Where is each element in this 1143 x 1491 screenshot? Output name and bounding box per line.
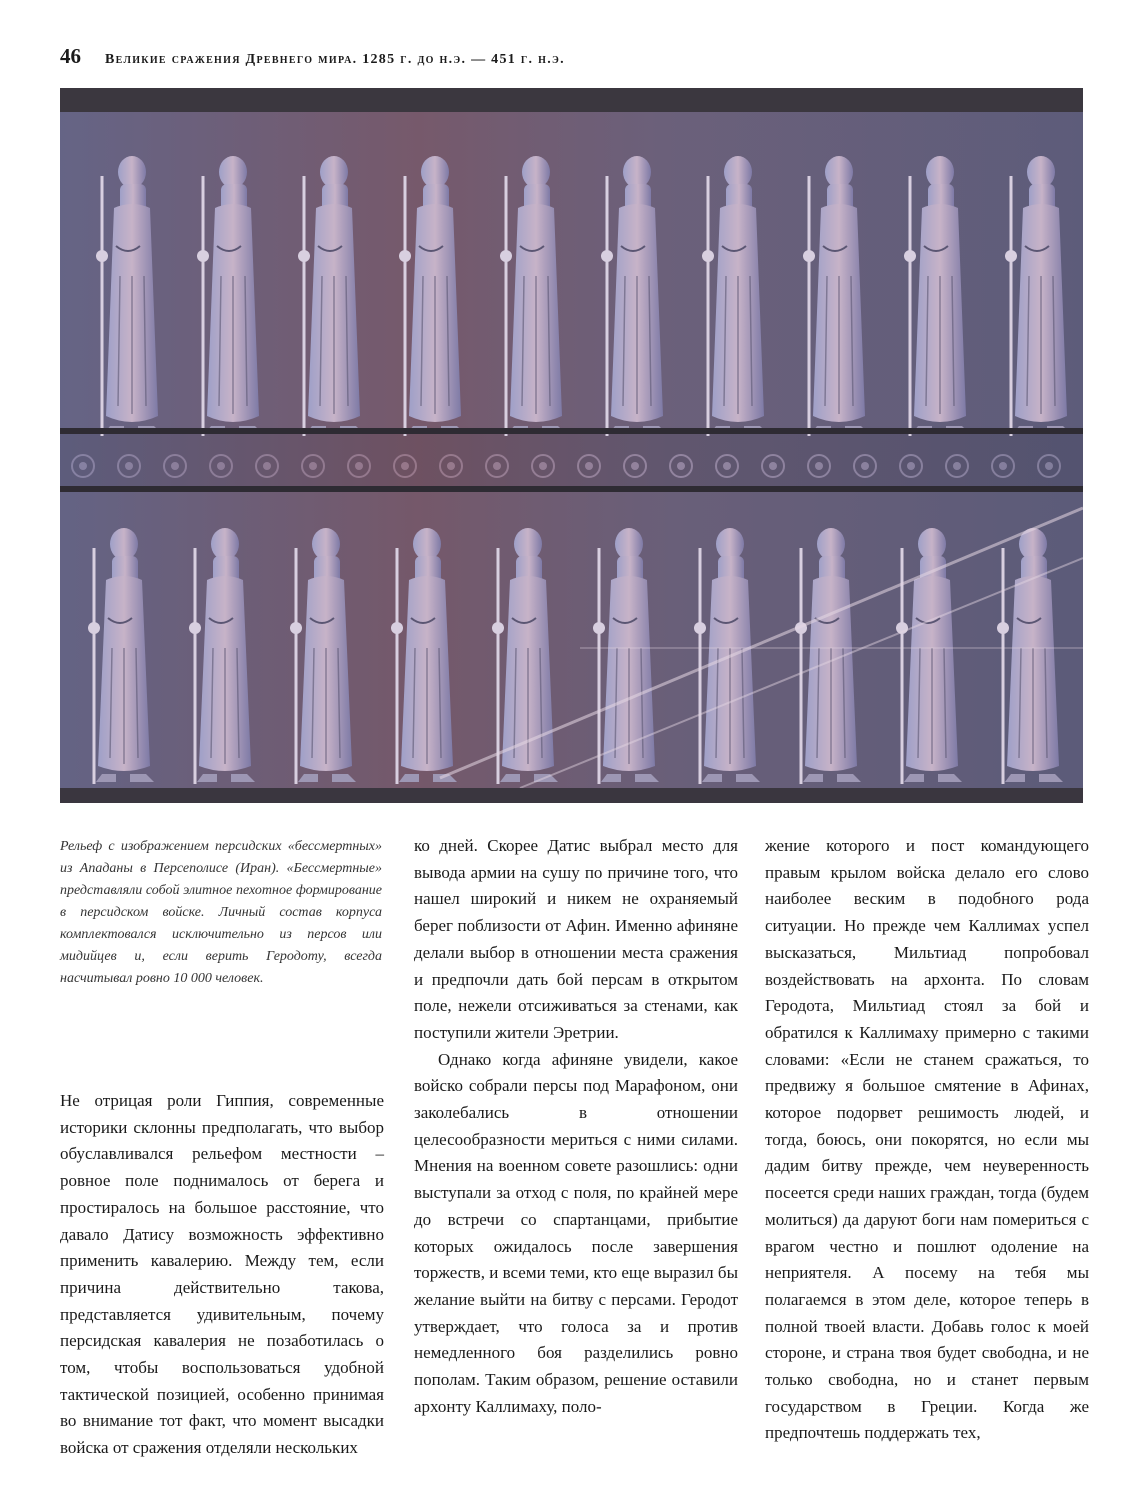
paragraph: жение которого и пост командующего правым крылом войска делало его слово наиболее веским в подобного рода ситуации. Но прежде чем Каллимах успел высказаться, Мильтиад попробовал воздействовать на архонта. По словам Геродота, Мильтиад стоял за бой и обратился к Каллимаху примерно с такими словами: «Если не станем сражаться, то предвижу я большое смятение в Афинах, которое подорвет решимость людей, и тогда, боюсь, они покорятся, но если мы дадим битву прежде, чем неуверенность посеется среди наших граждан, тогда (будем молиться) да даруют боги нам помериться с врагом честно и пошлют одоление на неприятеля. А посему на тебя мы полагаемся в этом деле, которое теперь в полной твоей власти. Добавь голос к моей стороне, и страна твоя будет свободна, и не только свободна, но и станет первым государством в Греции. Когда же предпочтешь поддержать тех, <box>765 836 1089 1443</box>
persepolis-relief-photo <box>60 88 1083 803</box>
text-column-2 <box>414 833 738 1420</box>
paragraph: Однако когда афиняне увидели, какое войско собрали персы под Марафоном, они заколебались в отношении целесообразности мериться с ними силами. Мнения на военном совете разошлись: одни выступали за отход с поля, по крайней мере до встречи со спартанцами, прибытие которых ожидалось после завершения торжеств, и всеми теми, кто еще выразил бы желание выйти на битву с персами. Геродот утверждает, что голоса за и против немедленного боя разделились ровно пополам. Таким образом, решение оставили архонту Каллимаху, поло- <box>414 1049 738 1416</box>
page-number: 46 <box>60 44 81 68</box>
running-head <box>60 44 1090 74</box>
running-head-title: Великие сражения Древнего мира. 1285 г. до н.э. — 451 г. н.э. <box>105 52 565 67</box>
paragraph: Не отрицая роли Гиппия, современные историки склонны предполагать, что выбор обуславливался рельефом местности – ровное поле поднималось от берега и простиралось на большое расстояние, что давало Датису возможность эффективно применить кавалерию. Между тем, если причина действительно такова, представляется удивительным, почему персидская кавалерия не позаботилась о том, чтобы воспользоваться удобной тактической позицией, особенно принимая во внимание тот факт, что момент высадки войска от сражения отделяли нескольких <box>60 1091 384 1458</box>
relief-image <box>60 88 1083 803</box>
text-column-1 <box>60 1088 384 1462</box>
text-column-3 <box>765 833 1089 1447</box>
paragraph: ко дней. Скорее Датис выбрал место для вывода армии на сушу по причине того, что нашел широкий и никем не охраняемый берег поблизости от Афин. Именно афиняне делали выбор в отношении места сражения и предпочли дать бой персам в открытом поле, нежели отсиживаться за стенами, как поступили жители Эретрии. <box>414 836 738 1042</box>
figure-caption: Рельеф с изображением персидских «бессмертных» из Ападаны в Персеполисе (Иран). «Бессмертные» представляли собой элитное пехотное формирование в персидском войске. Личный состав корпуса комплектовался исключительно из персов или мидийцев и, если верить Геродоту, всегда насчитывал ровно 10 000 человек. <box>60 839 382 986</box>
